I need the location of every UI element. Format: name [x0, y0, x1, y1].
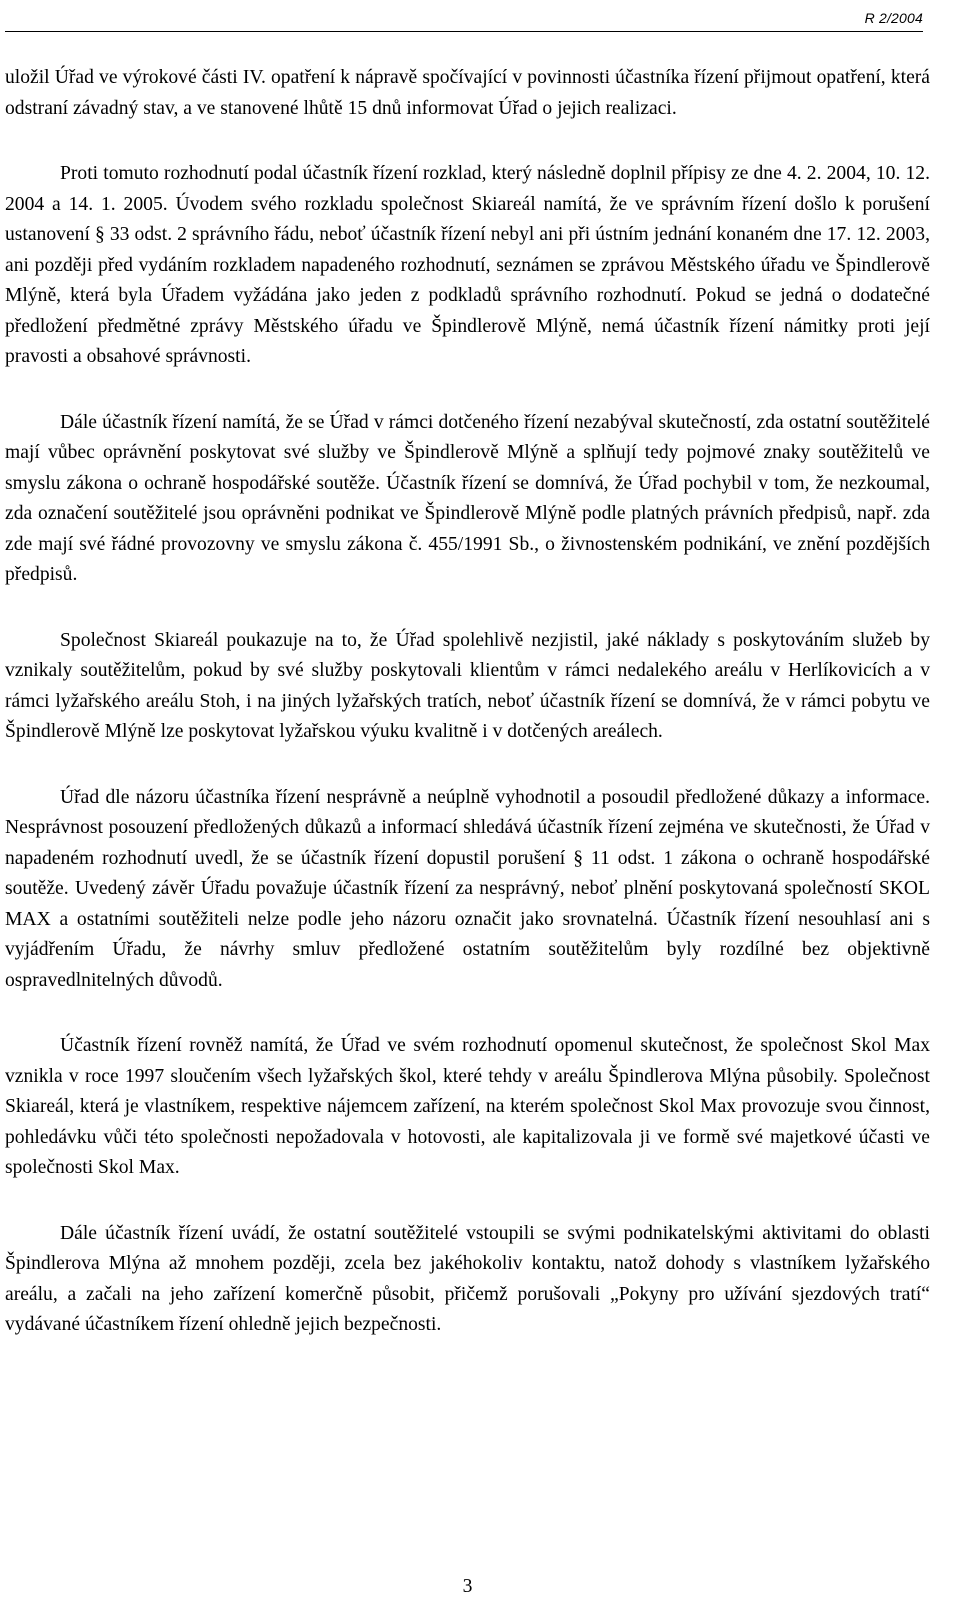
header-divider: [5, 31, 923, 32]
document-reference: R 2/2004: [864, 10, 923, 26]
paragraph-continuation: uložil Úřad ve výrokové části IV. opatření k nápravě spočívající v povinnosti účastníka řízení přijmout opatření, která odstraní závadný stav, a ve stanovené lhůtě 15 dnů informovat Úřad o jejich realizaci.: [5, 67, 930, 119]
paragraph-other-competitors: Dále účastník řízení uvádí, že ostatní soutěžitelé vstoupili se svými podnikatelskými aktivitami do oblasti Špindlerova Mlýna až mnohem později, zcela bez jakéhokoliv kontaktu, natož dohody s vlastníkem lyžařského areálu, a začali na jeho zařízení komerčně působit, přičemž porušovali „Pokyny pro užívání sjezdových tratí“ vydávané účastníkem řízení ohledně jejich bezpečnosti.: [5, 1222, 930, 1335]
page-number: 3: [462, 1576, 473, 1597]
paragraph-skol-max-history: Účastník řízení rovněž namítá, že Úřad ve svém rozhodnutí opomenul skutečnost, že společnost Skol Max vznikla v roce 1997 sloučením všech lyžařských škol, které tehdy v areálu Špindlerova Mlýna působily. Společnost Skiareál, která je vlastníkem, respektive nájemcem zařízení, na kterém společnost Skol Max provozuje svou činnost, pohledávku vůči této společnosti nepožadovala v hotovosti, ale kapitalizovala ji ve formě své majetkové účasti ve společnosti Skol Max.: [5, 1035, 930, 1178]
document-body: [5, 63, 930, 1376]
paragraph-costs-objection: Společnost Skiareál poukazuje na to, že Úřad spolehlivě nezjistil, jaké náklady s poskytováním služeb by vznikaly soutěžitelům, pokud by své služby poskytovali klientům v rámci nedalekého areálu v Herlíkovicích a v rámci lyžařského areálu Stoh, i na jiných lyžařských tratích, neboť účastník řízení se domnívá, že v rámci pobytu ve Špindlerově Mlýně lze poskytovat lyžařskou výuku kvalitně i v dotčených areálech.: [5, 629, 930, 742]
paragraph-appeal-intro: Proti tomuto rozhodnutí podal účastník řízení rozklad, který následně doplnil přípisy ze dne 4. 2. 2004, 10. 12. 2004 a 14. 1. 2005. Úvodem svého rozkladu společnost Skiareál namítá, že ve správním řízení došlo k porušení ustanovení § 33 odst. 2 správního řádu, neboť účastník řízení nebyl ani při ústním jednání konaném dne 17. 12. 2003, ani později před vydáním rozkladem napadeného rozhodnutí, seznámen se zprávou Městského úřadu ve Špindlerově Mlýně, která byla Úřadem vyžádána jako jeden z podkladů správního rozhodnutí. Pokud se jedná o dodatečné předložení předmětné zprávy Městského úřadu ve Špindlerově Mlýně, nemá účastník řízení námitky proti její pravosti a obsahové správnosti.: [5, 163, 930, 367]
paragraph-competitors-authorization: Dále účastník řízení namítá, že se Úřad v rámci dotčeného řízení nezabýval skutečností, zda ostatní soutěžitelé mají vůbec oprávnění poskytovat své služby ve Špindlerově Mlýně a splňují tedy pojmové znaky soutěžitelů ve smyslu zákona o ochraně hospodářské soutěže. Účastník řízení se domnívá, že Úřad pochybil v tom, že nezkoumal, zda označení soutěžitelé jsou oprávněni podnikat ve Špindlerově Mlýně podle platných právních předpisů, např. zda zde mají své řádné provozovny ve smyslu zákona č. 455/1991 Sb., o živnostenském podnikání, ve znění pozdějších předpisů.: [5, 411, 930, 585]
paragraph-evidence-assessment: Úřad dle názoru účastníka řízení nesprávně a neúplně vyhodnotil a posoudil předložené důkazy a informace. Nesprávnost posouzení předložených důkazů a informací shledává účastník řízení zejména ve skutečnosti, že Úřad v napadeném rozhodnutí uvedl, že se účastník řízení dopustil porušení § 11 odst. 1 zákona o ochraně hospodářské soutěže. Uvedený závěr Úřadu považuje účastník řízení za nesprávný, neboť plnění poskytovaná společností SKOL MAX a ostatními soutěžiteli nelze podle jeho názoru označit jako srovnatelná. Účastník řízení nesouhlasí ani s vyjádřením Úřadu, že návrhy smluv předložené ostatním soutěžitelům byly rozdílné bez objektivně ospravedlnitelných důvodů.: [5, 786, 930, 991]
